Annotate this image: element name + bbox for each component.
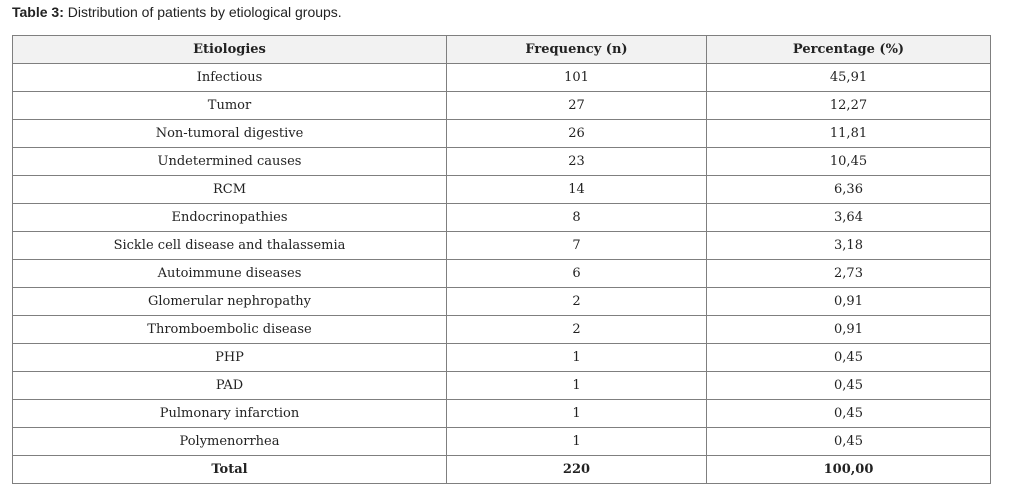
cell-frequency: 101 [447,64,707,92]
total-row [13,456,991,484]
cell-etiology: Undetermined causes [13,148,447,176]
cell-percentage: 0,45 [707,372,991,400]
cell-percentage: 0,45 [707,400,991,428]
cell-percentage: 12,27 [707,92,991,120]
total-frequency: 220 [447,456,707,484]
cell-percentage: 45,91 [707,64,991,92]
table-caption-text: Distribution of patients by etiological groups. [63,4,342,20]
cell-percentage: 0,91 [707,316,991,344]
cell-etiology: Tumor [13,92,447,120]
cell-etiology: PHP [13,344,447,372]
cell-percentage: 3,64 [707,204,991,232]
table-caption [12,3,342,21]
table-row [13,232,991,260]
cell-frequency: 27 [447,92,707,120]
cell-percentage: 2,73 [707,260,991,288]
cell-frequency: 23 [447,148,707,176]
cell-frequency: 2 [447,316,707,344]
table-row [13,64,991,92]
table-row [13,316,991,344]
header-frequency: Frequency (n) [447,36,707,64]
cell-etiology: Thromboembolic disease [13,316,447,344]
table-body [13,64,991,484]
cell-frequency: 2 [447,288,707,316]
cell-percentage: 0,91 [707,288,991,316]
cell-etiology: PAD [13,372,447,400]
table-row [13,176,991,204]
cell-percentage: 10,45 [707,148,991,176]
table-row [13,372,991,400]
table-header [13,36,991,64]
cell-etiology: Sickle cell disease and thalassemia [13,232,447,260]
etiology-table [12,35,991,484]
cell-percentage: 0,45 [707,344,991,372]
table-row [13,120,991,148]
header-etiologies: Etiologies [13,36,447,64]
cell-frequency: 1 [447,344,707,372]
cell-frequency: 1 [447,428,707,456]
total-percentage: 100,00 [707,456,991,484]
table-row [13,92,991,120]
cell-frequency: 1 [447,400,707,428]
cell-percentage: 0,45 [707,428,991,456]
table-row [13,400,991,428]
cell-frequency: 1 [447,372,707,400]
header-percentage: Percentage (%) [707,36,991,64]
cell-etiology: Non-tumoral digestive [13,120,447,148]
table-row [13,288,991,316]
cell-percentage: 11,81 [707,120,991,148]
cell-etiology: Infectious [13,64,447,92]
table-caption-label: Table 3: [12,4,64,20]
cell-frequency: 26 [447,120,707,148]
cell-etiology: Autoimmune diseases [13,260,447,288]
cell-frequency: 6 [447,260,707,288]
cell-frequency: 8 [447,204,707,232]
table-row [13,260,991,288]
cell-frequency: 14 [447,176,707,204]
cell-etiology: RCM [13,176,447,204]
table-row [13,148,991,176]
cell-etiology: Glomerular nephropathy [13,288,447,316]
cell-percentage: 6,36 [707,176,991,204]
header-row [13,36,991,64]
total-label: Total [13,456,447,484]
cell-frequency: 7 [447,232,707,260]
table-row [13,204,991,232]
cell-etiology: Polymenorrhea [13,428,447,456]
cell-etiology: Pulmonary infarction [13,400,447,428]
cell-percentage: 3,18 [707,232,991,260]
table-row [13,344,991,372]
table-row [13,428,991,456]
cell-etiology: Endocrinopathies [13,204,447,232]
